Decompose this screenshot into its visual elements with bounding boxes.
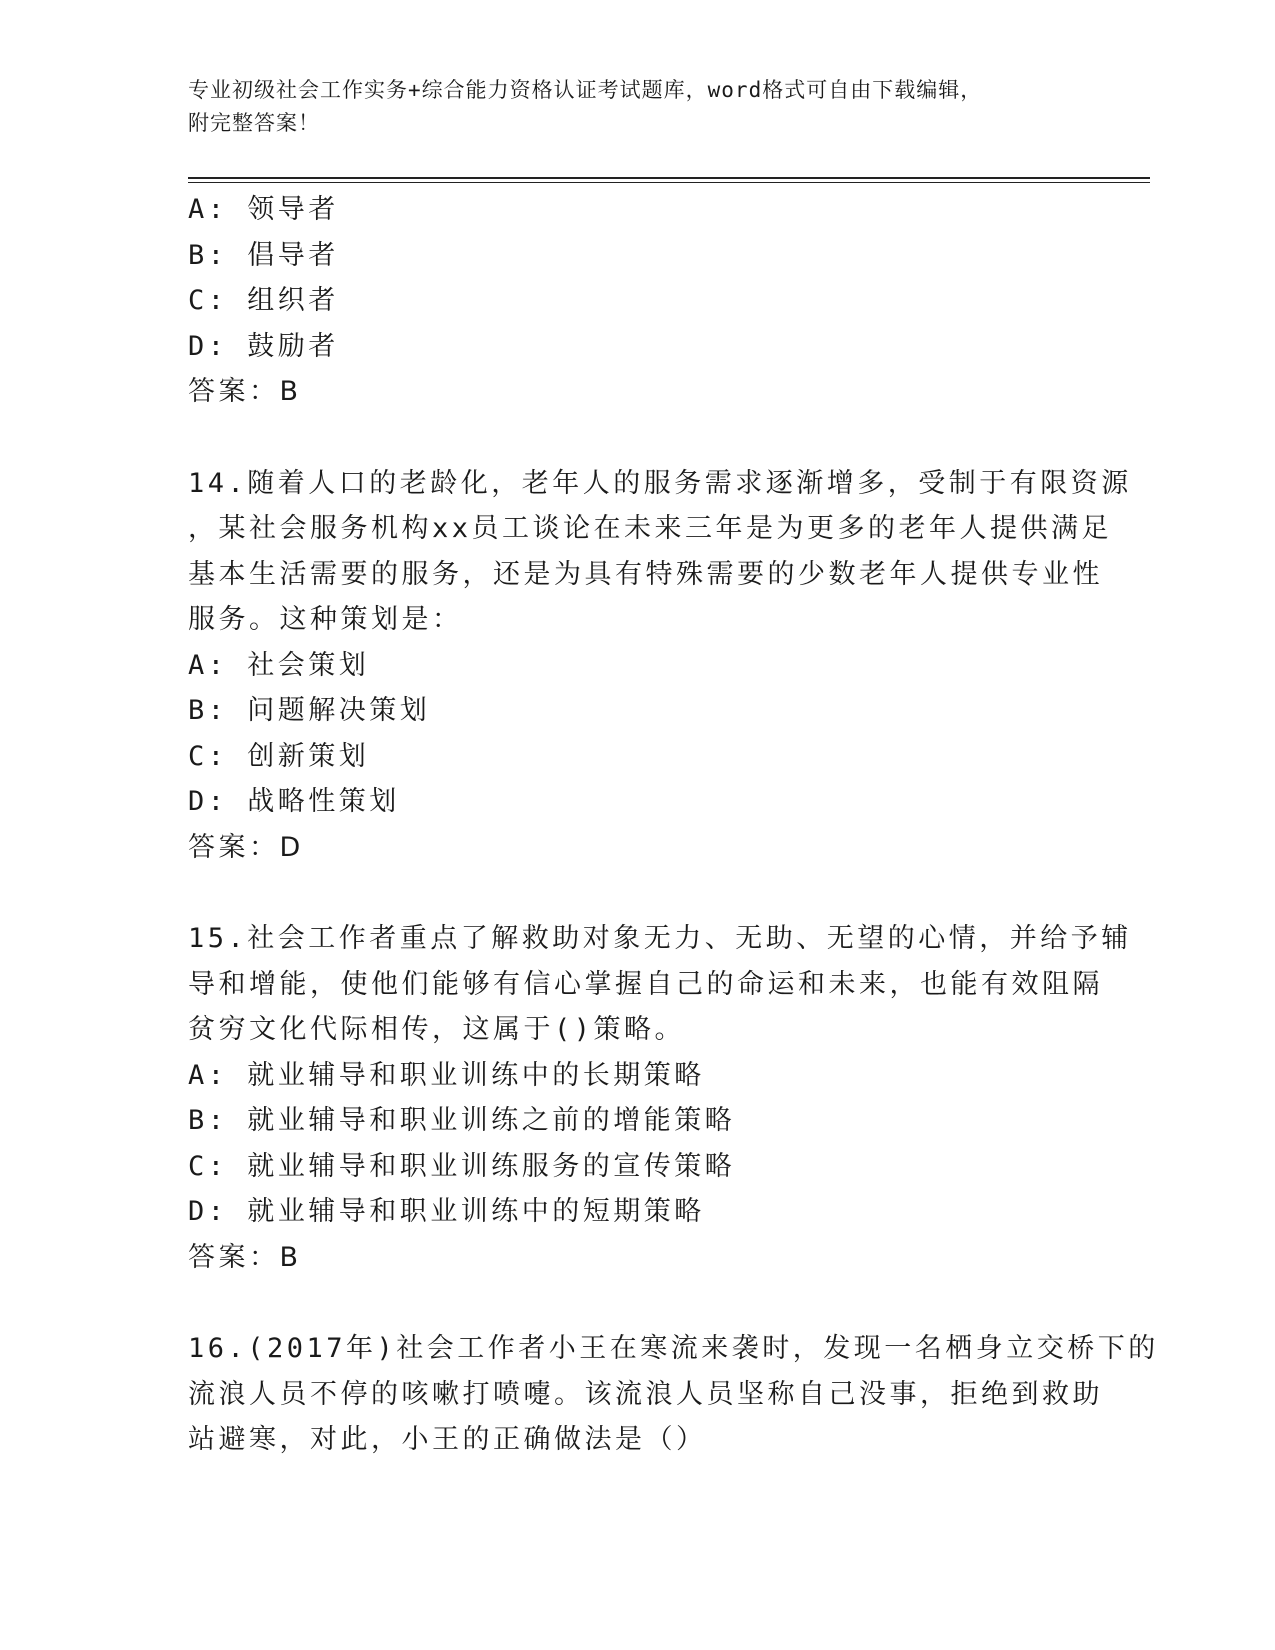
question-stem-line: 服务。这种策划是： — [188, 604, 463, 635]
header-line-2: 附完整答案！ — [188, 111, 320, 135]
question-stem-line: 站避寒，对此，小王的正确做法是（） — [188, 1424, 707, 1455]
option-d: D: 鼓励者 — [188, 330, 339, 362]
question-13 — [188, 187, 1088, 415]
question-14 — [188, 461, 1132, 871]
question-15 — [188, 916, 1132, 1280]
question-stem-line: 基本生活需要的服务，还是为具有特殊需要的少数老年人提供专业性 — [188, 558, 1103, 590]
question-stem-line: 流浪人员不停的咳嗽打喷嚏。该流浪人员坚称自己没事，拒绝到救助 — [188, 1378, 1103, 1410]
spacer — [188, 1280, 1088, 1326]
document-header — [188, 74, 1088, 140]
header-rule-thin — [188, 182, 1150, 183]
option-a: A: 领导者 — [188, 194, 339, 225]
option-d: D: 战略性策划 — [188, 786, 400, 817]
option-a: A: 就业辅导和职业训练中的长期策略 — [188, 1059, 705, 1091]
question-stem-line: 15.社会工作者重点了解救助对象无力、无助、无望的心情，并给予辅 — [188, 923, 1132, 954]
option-a: A: 社会策划 — [188, 649, 370, 681]
option-c: C: 就业辅导和职业训练服务的宣传策略 — [188, 1150, 736, 1182]
question-16 — [188, 1326, 1159, 1463]
answer-line: 答案：B — [188, 376, 302, 407]
spacer — [188, 415, 1088, 461]
question-list — [188, 187, 1159, 1463]
spacer — [188, 870, 1088, 916]
option-b: B: 就业辅导和职业训练之前的增能策略 — [188, 1105, 736, 1136]
question-stem-line: 导和增能，使他们能够有信心掌握自己的命运和未来，也能有效阻隔 — [188, 968, 1103, 1000]
question-stem-line: 贫穷文化代际相传，这属于()策略。 — [188, 1014, 686, 1045]
option-c: C: 创新策划 — [188, 740, 370, 772]
option-b: B: 倡导者 — [188, 239, 339, 271]
header-rule-thick — [188, 177, 1150, 179]
option-b: B: 问题解决策划 — [188, 695, 431, 726]
question-stem-line: ，某社会服务机构xx员工谈论在未来三年是为更多的老年人提供满足 — [188, 513, 1113, 544]
header-line-1: 专业初级社会工作实务+综合能力资格认证考试题库，word格式可自由下载编辑， — [188, 78, 983, 102]
question-stem-line: 14.随着人口的老龄化，老年人的服务需求逐渐增多，受制于有限资源 — [188, 467, 1132, 499]
option-d: D: 就业辅导和职业训练中的短期策略 — [188, 1196, 705, 1227]
answer-line: 答案：D — [188, 831, 304, 863]
question-stem-line: 16.(2017年)社会工作者小王在寒流来袭时，发现一名栖身立交桥下的 — [188, 1333, 1159, 1364]
option-c: C: 组织者 — [188, 285, 339, 316]
answer-line: 答案：B — [188, 1241, 302, 1273]
